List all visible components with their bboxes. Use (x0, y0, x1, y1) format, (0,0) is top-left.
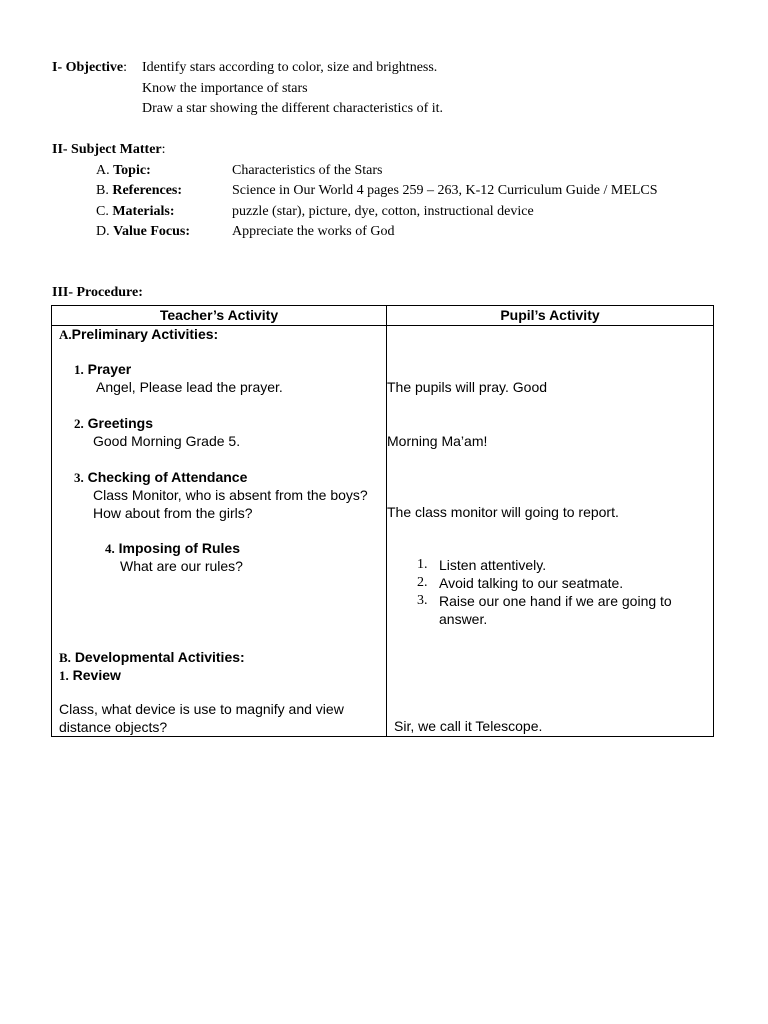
row-letter: C. (96, 203, 109, 219)
procedure-label: III- Procedure: (52, 285, 143, 300)
section-b-heading (59, 648, 245, 667)
column-divider (386, 306, 387, 736)
subject-row-value: Science in Our World 4 pages 259 – 263, K-12 Curriculum Guide / MELCS (232, 183, 658, 198)
attendance-teacher-text: Class Monitor, who is absent from the boys? How about from the girls? (93, 487, 368, 521)
row-label: References: (112, 183, 183, 198)
item-number: 4. (105, 541, 115, 556)
item-number: 2. (74, 416, 84, 431)
subject-row-label (96, 222, 190, 243)
list-number: 3. (417, 593, 428, 608)
objective-line-3 (52, 99, 732, 120)
list-text: Listen attentively. (439, 557, 547, 573)
objective-line-2 (52, 79, 732, 100)
review-pupil-text: Sir, we call it Telescope. (394, 718, 543, 734)
prayer-pupil-text: The pupils will pray. Good (387, 379, 548, 395)
subject-row-topic (52, 161, 732, 182)
objective-item: Draw a star showing the different characteristics of it. (142, 101, 444, 116)
subject-row-materials (52, 202, 732, 223)
item-number: 1. (59, 668, 69, 683)
attendance-heading (74, 468, 247, 487)
subject-matter-heading: II- Subject Matter: (52, 142, 166, 157)
list-item (417, 592, 719, 628)
row-letter: B. (96, 183, 109, 198)
rules-heading (105, 539, 240, 558)
rules-teacher-text: What are our rules? (120, 558, 243, 574)
list-item (417, 574, 719, 592)
list-number: 2. (417, 575, 428, 590)
subject-row-value: Appreciate the works of God (232, 224, 395, 239)
pupil-activity-header: Pupil’s Activity (500, 307, 600, 323)
greetings-teacher-text: Good Morning Grade 5. (93, 433, 241, 449)
subject-row-label (96, 202, 175, 223)
list-text: Avoid talking to our seatmate. (439, 575, 624, 591)
procedure-heading (52, 283, 143, 304)
subject-row-label (96, 181, 182, 202)
row-letter: D. (96, 224, 110, 239)
objective-line-1: I- Objective: Identify stars according to color, size and brightness. (52, 58, 732, 79)
item-title: Review (72, 667, 121, 683)
item-title: Greetings (87, 415, 153, 431)
item-title: Checking of Attendance (87, 469, 248, 485)
subject-row-label (96, 161, 151, 182)
item-title: Prayer (87, 361, 132, 377)
item-number: 3. (74, 470, 84, 485)
subject-matter-label: II- Subject Matter (52, 142, 162, 157)
greetings-heading (74, 414, 153, 433)
row-label: Materials: (112, 203, 175, 219)
item-number: 1. (74, 362, 84, 377)
attendance-pupil-text: The class monitor will going to report. (387, 504, 619, 520)
objective-item: Identify stars according to color, size and brightness. (142, 60, 438, 75)
objective-section (52, 58, 732, 120)
objective-item: Know the importance of stars (142, 80, 308, 96)
review-heading (59, 666, 121, 685)
prayer-heading (74, 360, 131, 379)
list-text: Raise our one hand if we are going to answer. (439, 593, 672, 627)
section-title: Preliminary Activities: (71, 326, 219, 342)
greetings-pupil-text: Morning Ma’am! (387, 433, 488, 449)
table-header-row (52, 306, 713, 326)
teacher-activity-header: Teacher’s Activity (159, 307, 279, 323)
section-a-heading (59, 325, 218, 344)
row-label: Value Focus: (113, 224, 191, 239)
list-number: 1. (417, 557, 428, 572)
review-teacher-text: Class, what device is use to magnify and view distance objects? (59, 701, 344, 735)
section-letter: A. (59, 327, 72, 342)
item-title: Imposing of Rules (118, 540, 240, 556)
list-item (417, 556, 719, 574)
procedure-table (51, 305, 714, 737)
rules-list (387, 556, 719, 628)
objective-label: I- Objective (52, 60, 124, 75)
row-letter: A. (96, 162, 110, 178)
row-label: Topic: (113, 162, 151, 178)
subject-matter-section (52, 140, 732, 243)
section-letter: B. (59, 650, 71, 665)
subject-row-value-focus (52, 222, 732, 243)
prayer-teacher-text: Angel, Please lead the prayer. (96, 379, 283, 395)
subject-row-value: puzzle (star), picture, dye, cotton, instructional device (232, 203, 534, 219)
subject-row-value: Characteristics of the Stars (232, 162, 383, 178)
section-title: Developmental Activities: (74, 649, 245, 665)
subject-row-references (52, 181, 732, 202)
